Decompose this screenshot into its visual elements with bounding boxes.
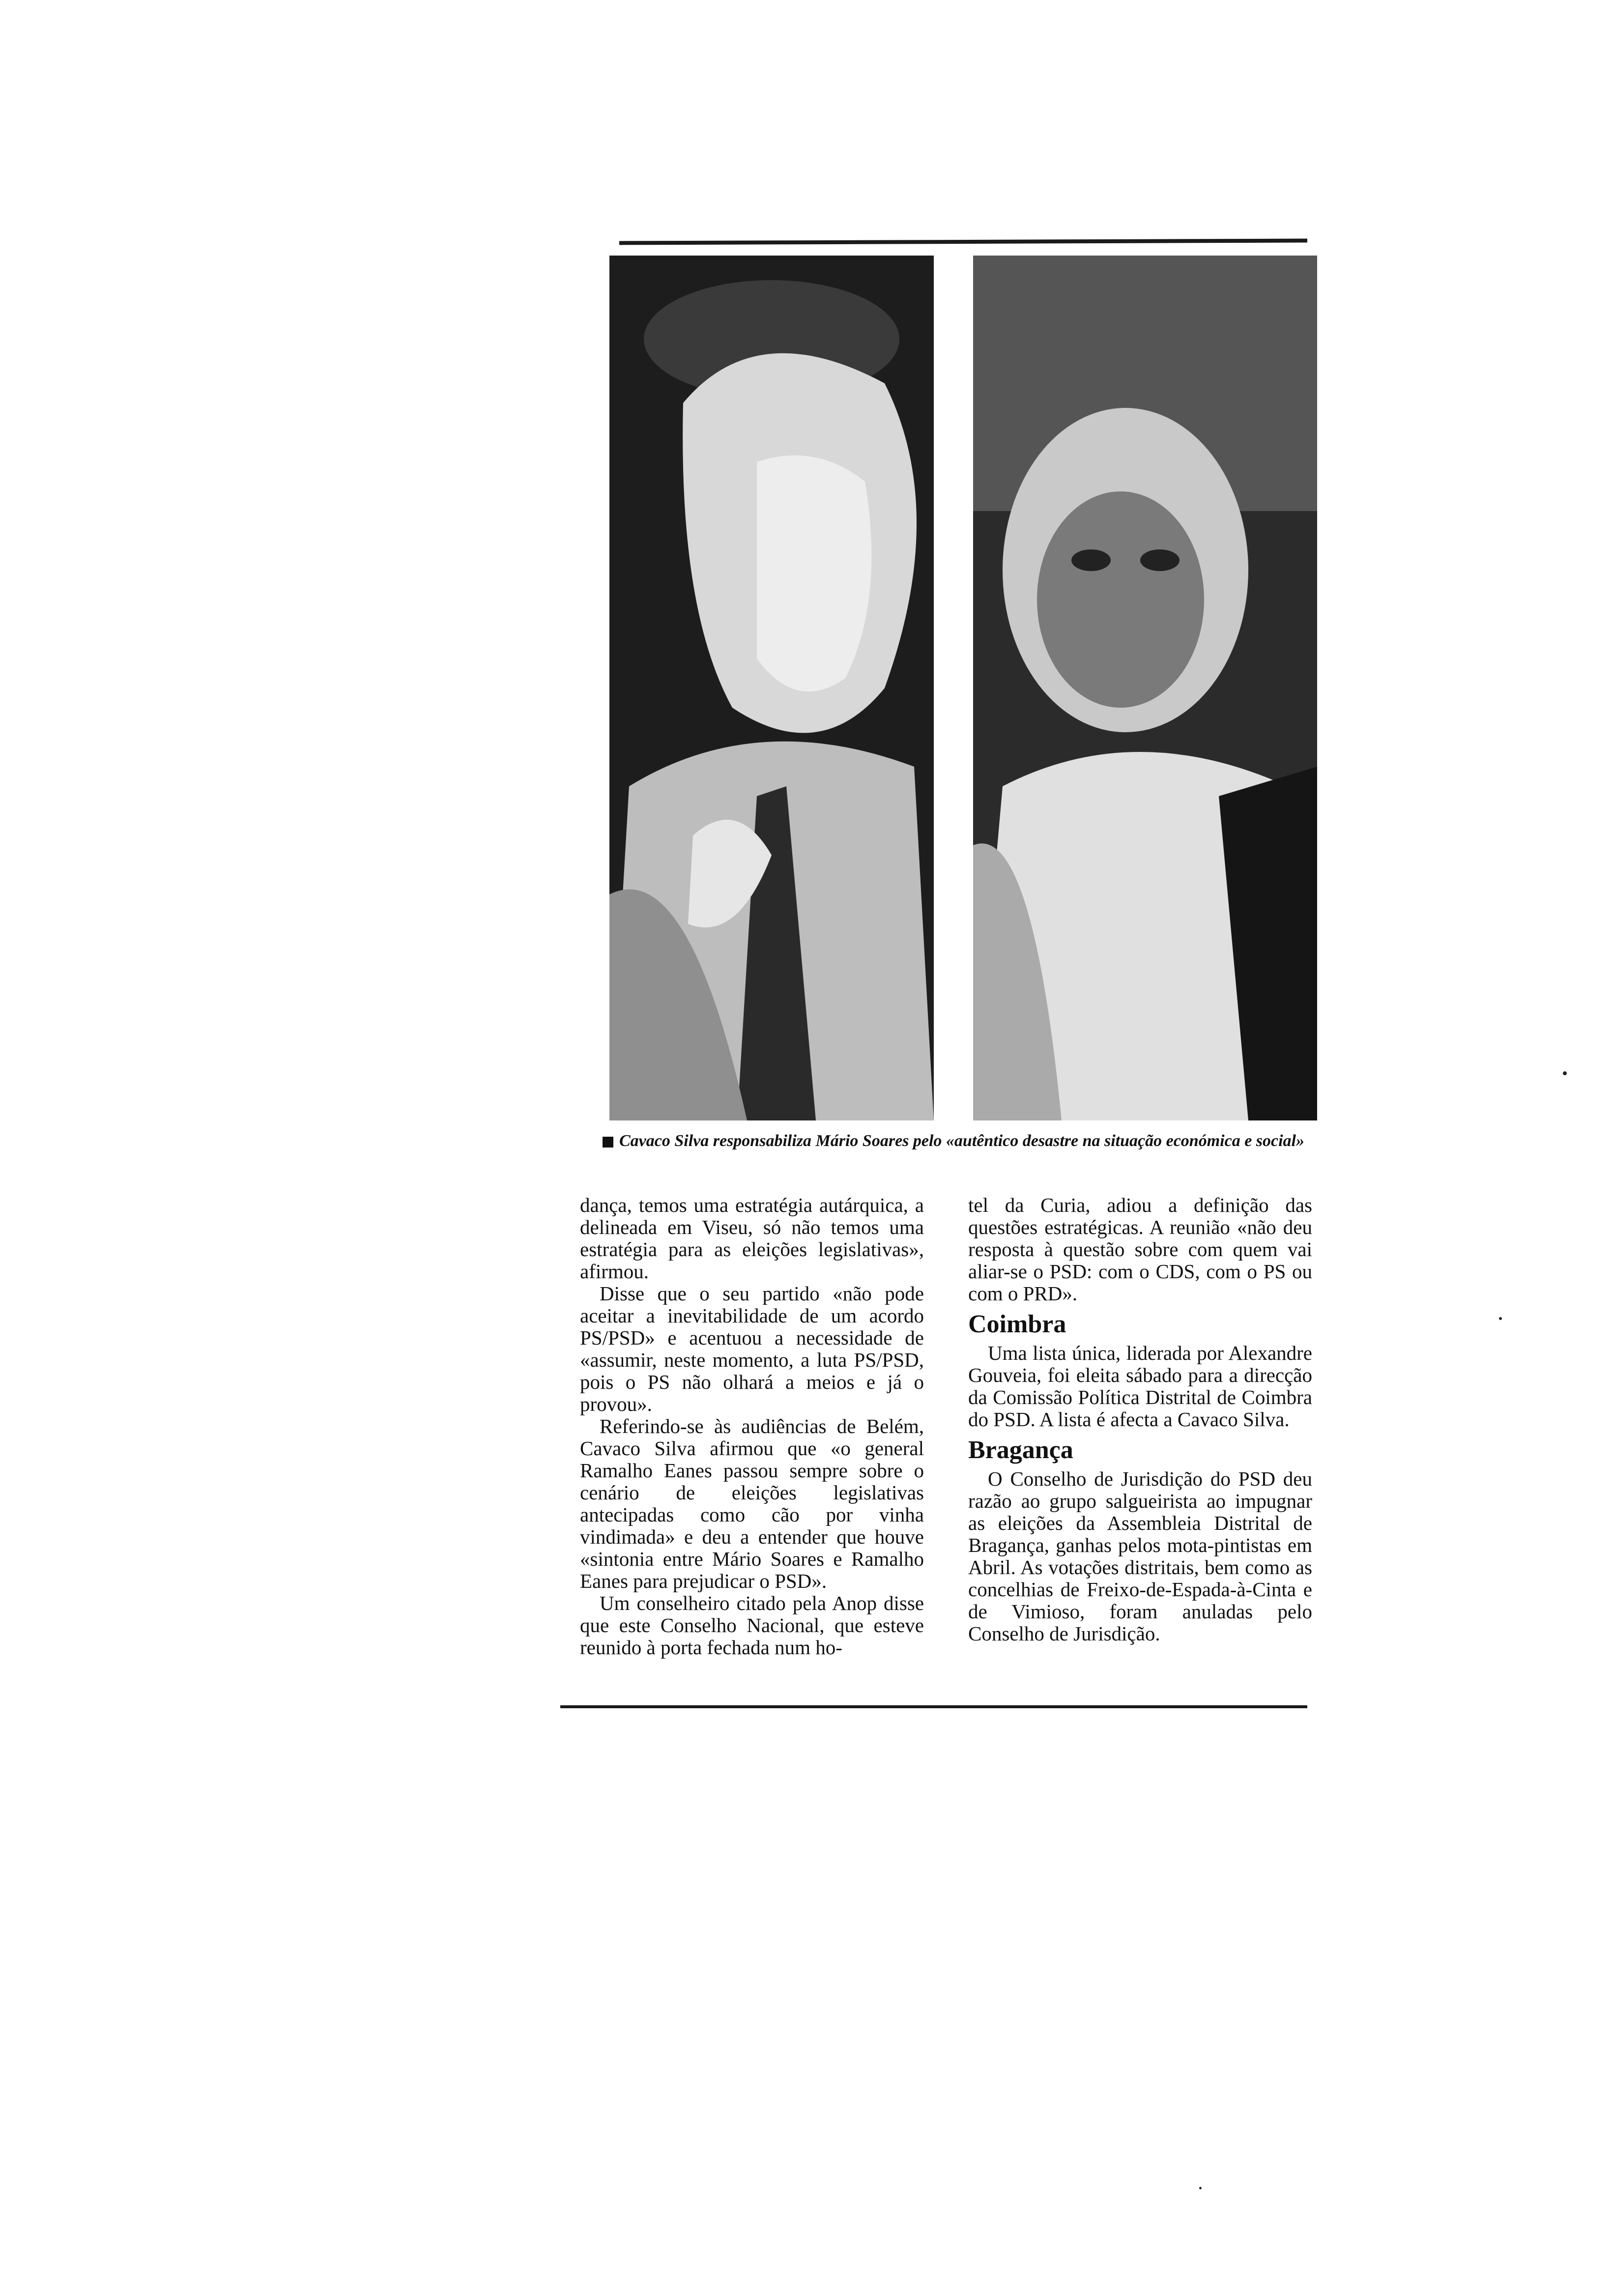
- paragraph: O Conselho de Jurisdição do PSD deu razão ao grupo salgueirista ao impugnar as eleições da Assembleia Distrital de Bragança, ganhas pelos mota-pintistas em Abril. As votações distritais, bem como as concelhias de Freixo-de-Espada-à-Cinta e de Vimioso, foram anuladas pelo Conselho de Jurisdição.: [968, 1467, 1312, 1645]
- article-body: [580, 1194, 1317, 1700]
- newspaper-clipping: [550, 231, 1317, 1710]
- bottom-rule: [560, 1705, 1307, 1708]
- paragraph: tel da Curia, adiou a definição das questões estratégicas. A reunião «não deu resposta à questão sobre com quem vai aliar-se o PSD: com o CDS, com o PS ou com o PRD».: [968, 1194, 1312, 1305]
- subheading: Bragança: [968, 1436, 1073, 1464]
- paragraph: Um conselheiro citado pela Anop disse que este Conselho Nacional, que esteve reunido à porta fechada num ho-: [580, 1592, 924, 1659]
- caption-text: Cavaco Silva responsabiliza Mário Soares pelo «autêntico desastre na situação económica e social»: [619, 1132, 1304, 1150]
- top-rule: [619, 239, 1307, 245]
- portrait-photo-left: [609, 256, 934, 1120]
- article-column-left: [580, 1194, 924, 1659]
- portrait-left-image: [609, 256, 934, 1120]
- scan-speck: [1199, 2187, 1202, 2189]
- photo-pair: [550, 256, 1317, 1120]
- paragraph: Uma lista única, liderada por Alexandre Gouveia, foi eleita sábado para a direcção da Comissão Política Distrital de Coimbra do PSD. A lista é afecta a Cavaco Silva.: [968, 1342, 1312, 1431]
- photo-caption: [600, 1130, 1307, 1152]
- caption-bullet-icon: [603, 1137, 613, 1148]
- paragraph: dança, temos uma estratégia autárquica, a delineada em Viseu, só não temos uma estratégia para as eleições legislativas», afirmou.: [580, 1194, 924, 1283]
- article-column-right: [968, 1194, 1312, 1645]
- portrait-right-image: [973, 256, 1317, 1120]
- scan-speck: [1563, 1071, 1567, 1075]
- portrait-photo-right: [973, 256, 1317, 1120]
- subheading: Coimbra: [968, 1310, 1066, 1338]
- paragraph: Disse que o seu partido «não pode aceitar a inevitabilidade de um acordo PS/PSD» e acentuou a necessidade de «assumir, neste momento, a luta PS/PSD, pois o PS não olhará a meios e já o provou».: [580, 1282, 924, 1415]
- paragraph: Referindo-se às audiências de Belém, Cavaco Silva afirmou que «o general Ramalho Eanes passou sempre sobre o cenário de eleições legislativas antecipadas como cão por vinha vindimada» e deu a entender que houve «sintonia entre Mário Soares e Ramalho Eanes para prejudicar o PSD».: [580, 1415, 924, 1592]
- scan-speck: [1499, 1317, 1502, 1320]
